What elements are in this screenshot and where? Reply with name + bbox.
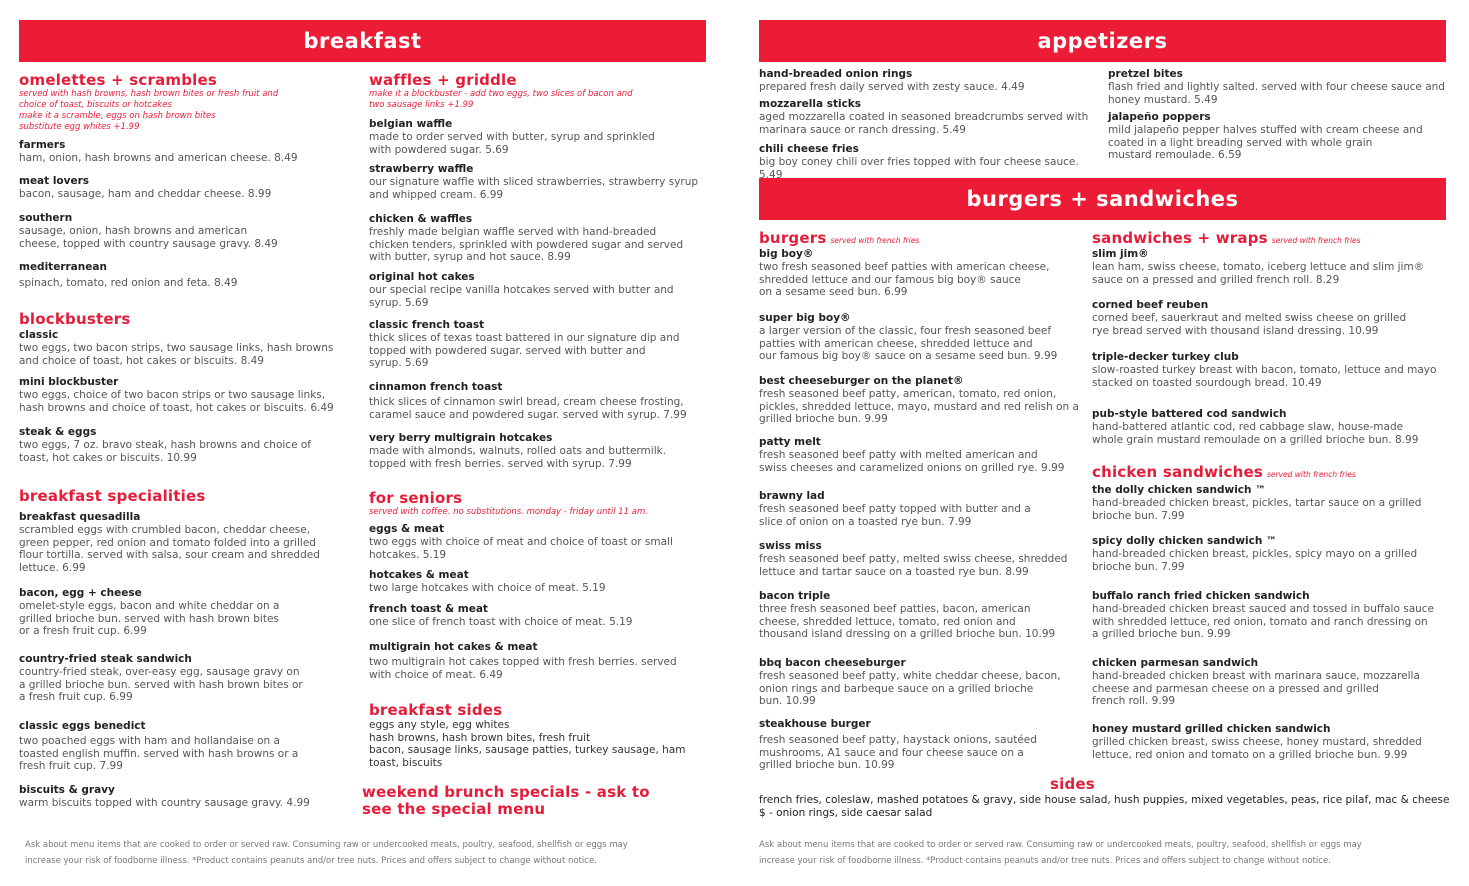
waffles-title: waffles + griddle [369, 71, 517, 89]
sandwiches-title [1092, 230, 1452, 249]
menu-item [759, 375, 1089, 426]
item-desc: fresh seasoned beef patty, american, tomato, red onion, pickles, shredded lettuce, mayo, mustard and red relish on a grilled brioche bun. 9.99 [759, 388, 1079, 426]
item-desc: hand-battered atlantic cod, red cabbage slaw, house-made whole grain mustard remoulade on a grilled brioche bun. 8.99 [1092, 421, 1419, 446]
menu-item [19, 376, 349, 414]
menu-item [19, 329, 349, 367]
menu-item [369, 432, 709, 470]
item-name: country-fried steak sandwich [19, 653, 192, 665]
sandwiches-note: served with french fries [1271, 236, 1361, 245]
item-name: original hot cakes [369, 271, 475, 283]
item-desc: big boy coney chili over fries topped with four cheese sauce. 5.49 [759, 156, 1079, 181]
menu-item [1092, 590, 1452, 641]
item-name: classic eggs benedict [19, 720, 146, 732]
item-name: steak & eggs [19, 426, 97, 438]
item-desc: one slice of french toast with choice of meat. 5.19 [369, 616, 633, 628]
menu-item [369, 319, 709, 370]
item-desc: thick slices of cinnamon swirl bread, cream cheese frosting, caramel sauce and powdered sugar. served with syrup. 7.99 [369, 396, 687, 421]
item-desc: spinach, tomato, red onion and feta. 8.49 [19, 277, 238, 289]
item-name: chicken parmesan sandwich [1092, 657, 1259, 669]
item-desc: warm biscuits topped with country sausage gravy. 4.99 [19, 797, 310, 809]
item-name: pub-style battered cod sandwich [1092, 408, 1287, 420]
waffles-note: make it a blockbuster - add two eggs, two slices of bacon and [369, 89, 633, 99]
menu-item [369, 213, 709, 264]
item-desc: two eggs with choice of meat and choice of toast or small hotcakes. 5.19 [369, 536, 673, 561]
item-desc: corned beef, sauerkraut and melted swiss cheese on grilled rye bread served with thousand island dressing. 10.99 [1092, 312, 1407, 337]
omelettes-title: omelettes + scrambles [19, 71, 218, 89]
menu-item [369, 523, 709, 561]
item-name: chicken & waffles [369, 213, 473, 225]
menu-item [1092, 408, 1452, 446]
menu-item [19, 212, 349, 250]
item-name: hand-breaded onion rings [759, 68, 913, 80]
chicken-title-text: chicken sandwiches [1092, 463, 1263, 481]
omelettes-note: served with hash browns, hash brown bites or fresh fruit and [19, 89, 279, 99]
item-name: cinnamon french toast [369, 381, 503, 393]
menu-item [759, 718, 1089, 772]
menu-item [1092, 723, 1452, 761]
item-name: southern [19, 212, 73, 224]
item-name: farmers [19, 139, 66, 151]
item-desc: fresh seasoned beef patty, haystack onions, sautéed mushrooms, A1 sauce and four cheese sauce on a grilled brioche bun. 10.99 [759, 734, 1037, 772]
item-name: mozzarella sticks [759, 98, 862, 110]
footer-disclaimer: Ask about menu items that are cooked to order or served raw. Consuming raw or undercooked meats, poultry, seafood, shellfish or eggs may increase your risk of foodborne illness. *Product contains peanuts and/or tree nuts. Prices and offers subject to change without notice. [759, 840, 1362, 866]
item-name: bacon triple [759, 590, 831, 602]
menu-item [19, 175, 349, 201]
footer-disclaimer: Ask about menu items that are cooked to order or served raw. Consuming raw or undercooked meats, poultry, seafood, shellfish or eggs may increase your risk of foodborne illness. *Product contains peanuts and/or tree nuts. Prices and offers subject to change without notice. [25, 840, 628, 866]
menu-item [759, 540, 1089, 578]
appetizers-banner: appetizers [759, 20, 1446, 62]
item-name: spicy dolly chicken sandwich ™ [1092, 535, 1277, 547]
item-desc: country-fried steak, over-easy egg, sausage gravy on a grilled brioche bun. served with hash brown bites or a fresh fruit cup. 6.99 [19, 666, 303, 704]
menu-item [19, 426, 349, 464]
specialities-title: breakfast specialities [19, 487, 206, 505]
item-desc: two eggs, two bacon strips, two sausage links, hash browns and choice of toast, hot cakes or biscuits. 8.49 [19, 342, 334, 367]
item-desc: a larger version of the classic, four fresh seasoned beef patties with american cheese, shredded lettuce and our famous big boy® sauce on a sesame seed bun. 9.99 [759, 325, 1058, 363]
item-desc: prepared fresh daily served with zesty sauce. 4.49 [759, 81, 1025, 93]
item-desc: thick slices of texas toast battered in our signature dip and topped with powdered sugar. served with butter and syrup. 5.69 [369, 332, 680, 370]
item-desc: aged mozzarella coated in seasoned breadcrumbs served with marinara sauce or ranch dressing. 5.49 [759, 111, 1089, 136]
item-desc: two eggs, 7 oz. bravo steak, hash browns and choice of toast, hot cakes or biscuits. 10.99 [19, 439, 311, 464]
burgers-note: served with french fries [830, 236, 920, 245]
item-name: eggs & meat [369, 523, 445, 535]
item-desc: fresh seasoned beef patty, white cheddar cheese, bacon, onion rings and barbeque sauce on a grilled brioche bun. 10.99 [759, 670, 1061, 708]
menu-item [19, 511, 349, 575]
menu-item [759, 436, 1089, 474]
menu-item [1108, 68, 1453, 106]
item-desc: hand-breaded chicken breast, pickles, spicy mayo on a grilled brioche bun. 7.99 [1092, 548, 1418, 573]
item-name: patty melt [759, 436, 821, 448]
item-name: triple-decker turkey club [1092, 351, 1239, 363]
waffles-note: two sausage links +1.99 [369, 100, 474, 110]
breakfast-sides-title: breakfast sides [369, 701, 503, 719]
menu-item [369, 271, 709, 309]
menu-item [369, 118, 709, 156]
breakfast-banner: breakfast [19, 20, 706, 62]
menu-item [369, 381, 709, 421]
item-desc: our special recipe vanilla hotcakes served with butter and syrup. 5.69 [369, 284, 674, 309]
item-name: classic [19, 329, 59, 341]
item-desc: sausage, onion, hash browns and american cheese, topped with country sausage gravy. 8.49 [19, 225, 278, 250]
item-desc: two large hotcakes with choice of meat. 5.19 [369, 582, 606, 594]
item-name: big boy® [759, 248, 814, 260]
item-desc: hand-breaded chicken breast, pickles, tartar sauce on a grilled brioche bun. 7.99 [1092, 497, 1422, 522]
item-name: corned beef reuben [1092, 299, 1209, 311]
item-desc: made with almonds, walnuts, rolled oats and buttermilk. topped with fresh berries. served with syrup. 7.99 [369, 445, 667, 470]
menu-item [369, 641, 709, 681]
menu-item [19, 653, 349, 704]
menu-item [1092, 299, 1452, 337]
menu-item [1108, 111, 1453, 162]
item-desc: three fresh seasoned beef patties, bacon, american cheese, shredded lettuce, tomato, red onion and thousand island dressing on a grilled brioche bun. 10.99 [759, 603, 1056, 641]
omelettes-note: substitute egg whites +1.99 [19, 122, 140, 132]
item-name: very berry multigrain hotcakes [369, 432, 553, 444]
item-name: french toast & meat [369, 603, 488, 615]
item-name: super big boy® [759, 312, 851, 324]
menu-item [369, 603, 709, 629]
menu-item [759, 143, 1104, 181]
item-desc: ham, onion, hash browns and american cheese. 8.49 [19, 152, 298, 164]
item-desc: flash fried and lightly salted. served with four cheese sauce and honey mustard. 5.49 [1108, 81, 1445, 106]
item-desc: our signature waffle with sliced strawberries, strawberry syrup and whipped cream. 6.99 [369, 176, 699, 201]
seniors-note: served with coffee. no substitutions. monday - friday until 11 am. [369, 507, 648, 517]
menu-item [19, 139, 349, 165]
menu-item [1092, 657, 1452, 708]
item-name: mini blockbuster [19, 376, 119, 388]
blockbusters-title: blockbusters [19, 310, 131, 328]
menu-item [1092, 535, 1452, 573]
item-name: the dolly chicken sandwich ™ [1092, 484, 1266, 496]
menu-item [759, 98, 1104, 136]
menu-item [759, 657, 1089, 708]
item-desc: hand-breaded chicken breast with marinara sauce, mozzarella cheese and parmesan cheese on a pressed and grilled french roll. 9.99 [1092, 670, 1420, 708]
item-name: bacon, egg + cheese [19, 587, 142, 599]
item-name: multigrain hot cakes & meat [369, 641, 538, 653]
item-desc: two fresh seasoned beef patties with american cheese, shredded lettuce and our famous big boy® sauce on a sesame seed bun. 6.99 [759, 261, 1050, 299]
menu-item [369, 163, 709, 201]
item-name: hotcakes & meat [369, 569, 469, 581]
item-name: chili cheese fries [759, 143, 859, 155]
menu-item [19, 720, 349, 773]
item-name: pretzel bites [1108, 68, 1183, 80]
seniors-title: for seniors [369, 489, 463, 507]
item-desc: two poached eggs with ham and hollandaise on a toasted english muffin. served with hash browns or a fresh fruit cup. 7.99 [19, 735, 299, 773]
item-desc: slow-roasted turkey breast with bacon, tomato, lettuce and mayo stacked on toasted sourdough bread. 10.49 [1092, 364, 1437, 389]
breakfast-sides-list: eggs any style, egg whites hash browns, hash brown bites, fresh fruit bacon, sausage links, sausage patties, turkey sausage, ham toast, biscuits [369, 719, 686, 770]
brunch-specials: weekend brunch specials - ask to see the special menu [362, 783, 650, 818]
item-name: biscuits & gravy [19, 784, 115, 796]
item-desc: two multigrain hot cakes topped with fresh berries. served with choice of meat. 6.49 [369, 656, 677, 681]
item-desc: two eggs, choice of two bacon strips or two sausage links, hash browns and choice of toast, hot cakes or biscuits. 6.49 [19, 389, 334, 414]
item-desc: fresh seasoned beef patty with melted american and swiss cheeses and caramelized onions on grilled rye. 9.99 [759, 449, 1065, 474]
menu-item [759, 590, 1089, 641]
item-name: slim jim® [1092, 248, 1149, 260]
chicken-title [1092, 464, 1452, 483]
item-name: swiss miss [759, 540, 822, 552]
burgers-title [759, 230, 1089, 249]
item-name: jalapeño poppers [1108, 111, 1211, 123]
item-name: steakhouse burger [759, 718, 871, 730]
item-desc: lean ham, swiss cheese, tomato, iceberg lettuce and slim jim® sauce on a pressed and grilled french roll. 8.29 [1092, 261, 1425, 286]
item-name: meat lovers [19, 175, 90, 187]
item-desc: fresh seasoned beef patty, melted swiss cheese, shredded lettuce and tartar sauce on a toasted rye bun. 8.99 [759, 553, 1068, 578]
chicken-note: served with french fries [1267, 470, 1356, 479]
item-name: honey mustard grilled chicken sandwich [1092, 723, 1331, 735]
sides-title: sides [1050, 775, 1095, 793]
menu-item [759, 490, 1089, 528]
item-desc: omelet-style eggs, bacon and white cheddar on a grilled brioche bun. served with hash brown bites or a fresh fruit cup. 6.99 [19, 600, 280, 638]
item-desc: mild jalapeño pepper halves stuffed with cream cheese and coated in a light breading served with whole grain mustard remoulade. 6.59 [1108, 124, 1423, 162]
item-desc: fresh seasoned beef patty topped with butter and a slice of onion on a toasted rye bun. 7.99 [759, 503, 1031, 528]
item-desc: bacon, sausage, ham and cheddar cheese. 8.99 [19, 188, 272, 200]
omelettes-note: make it a scramble, eggs on hash brown bites [19, 111, 216, 121]
item-name: strawberry waffle [369, 163, 474, 175]
menu-item [19, 784, 349, 810]
item-desc: grilled chicken breast, swiss cheese, honey mustard, shredded lettuce, red onion and tomato on a grilled brioche bun. 9.99 [1092, 736, 1422, 761]
item-name: brawny lad [759, 490, 825, 502]
menu-item [19, 587, 349, 638]
menu-item [1092, 484, 1452, 522]
sandwiches-title-text: sandwiches + wraps [1092, 229, 1268, 247]
item-name: belgian waffle [369, 118, 453, 130]
menu-item [19, 261, 349, 290]
item-name: classic french toast [369, 319, 485, 331]
omelettes-note: choice of toast, biscuits or hotcakes [19, 100, 172, 110]
item-desc: hand-breaded chicken breast sauced and tossed in buffalo sauce with shredded lettuce, red onion, tomato and ranch dressing on a grilled brioche bun. 9.99 [1092, 603, 1435, 641]
menu-item [1092, 248, 1452, 286]
item-name: bbq bacon cheeseburger [759, 657, 906, 669]
item-name: mediterranean [19, 261, 107, 273]
menu-item [759, 248, 1089, 299]
burgers-title-text: burgers [759, 229, 827, 247]
item-desc: freshly made belgian waffle served with hand-breaded chicken tenders, sprinkled with powdered sugar and served with butter, syrup and hot sauce. 8.99 [369, 226, 684, 264]
item-name: best cheeseburger on the planet® [759, 375, 964, 387]
sides-list: french fries, coleslaw, mashed potatoes & gravy, side house salad, hush puppies, mixed vegetables, peas, rice pilaf, mac & cheese $ - onion rings, side caesar salad [759, 794, 1450, 819]
burgers-sandwiches-banner: burgers + sandwiches [759, 178, 1446, 220]
item-name: buffalo ranch fried chicken sandwich [1092, 590, 1310, 602]
item-name: breakfast quesadilla [19, 511, 141, 523]
menu-item [369, 569, 709, 595]
menu-item [1092, 351, 1452, 389]
item-desc: made to order served with butter, syrup and sprinkled with powdered sugar. 5.69 [369, 131, 655, 156]
item-desc: scrambled eggs with crumbled bacon, cheddar cheese, green pepper, red onion and tomato folded into a grilled flour tortilla. served with salsa, sour cream and shredded lettuce. 6.99 [19, 524, 320, 575]
menu-item [759, 312, 1089, 363]
menu-item [759, 68, 1104, 94]
